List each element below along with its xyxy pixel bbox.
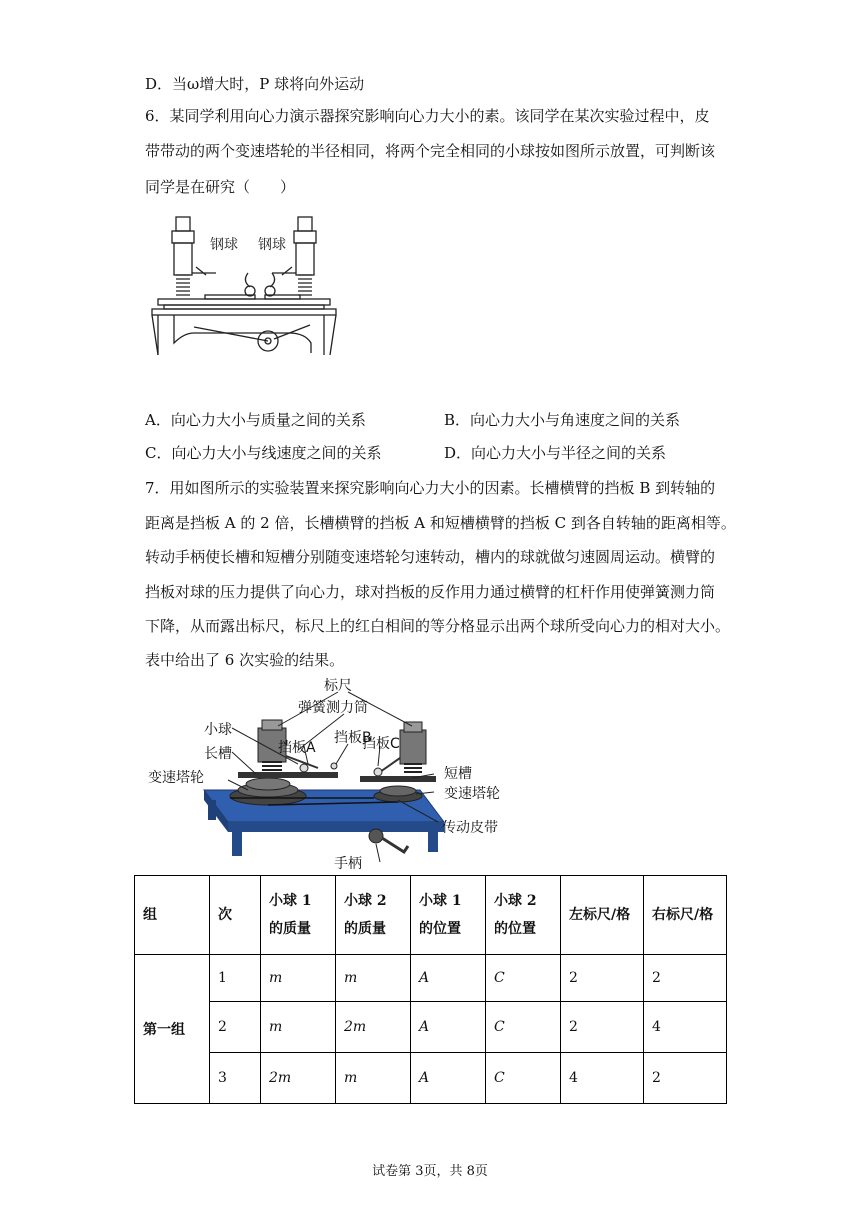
label-long-groove: 长槽 [204, 746, 232, 762]
table-cell: 1 [210, 955, 261, 1002]
label-short-groove: 短槽 [444, 766, 472, 782]
label-ruler: 标尺 [324, 678, 352, 694]
page-footer: 试卷第 3页，共 8页 [372, 1164, 488, 1179]
label-spring-cylinder: 弹簧测力筒 [298, 700, 368, 716]
table-cell: 4 [644, 1002, 727, 1053]
table-cell: 2 [561, 955, 644, 1002]
label-tower-right: 变速塔轮 [444, 786, 500, 802]
table-cell: 4 [561, 1053, 644, 1104]
label-tower-left: 变速塔轮 [148, 770, 204, 786]
label-belt: 传动皮带 [442, 820, 498, 836]
table-row [135, 955, 727, 1002]
header-cell: 组 [135, 876, 210, 955]
header-cell: 小球 1 的位置 [411, 876, 486, 955]
table-cell: 2 [561, 1002, 644, 1053]
label-plate-a: 挡板A [278, 740, 316, 756]
q6-option-a: A．向心力大小与质量之间的关系 [145, 411, 366, 429]
q6-option-d: D．向心力大小与半径之间的关系 [444, 444, 667, 462]
q6-label-right-ball: 钢球 [258, 237, 286, 253]
q7-stem-line-3: 转动手柄使长槽和短槽分别随变速塔轮匀速转动，槽内的球就做匀速圆周运动。横臂的 [145, 548, 716, 566]
table-cell: A [411, 1002, 486, 1053]
label-plate-c: 挡板C [362, 736, 400, 752]
table-cell: C [486, 1002, 561, 1053]
q7-stem-line-2: 距离是挡板 A 的 2 倍，长槽横臂的挡板 A 和短槽横臂的挡板 C 到各自转轴的距离相等。 [145, 514, 736, 532]
header-cell: 小球 1 的质量 [261, 876, 336, 955]
group-label: 第一组 [135, 955, 210, 1104]
q6-stem-line-2: 带带动的两个变速塔轮的半径相同，将两个完全相同的小球按如图所示放置，可判断该 [145, 142, 716, 160]
q7-apparatus-figure [148, 672, 538, 872]
header-cell: 左标尺/格 [561, 876, 644, 955]
header-cell: 右标尺/格 [644, 876, 727, 955]
q7-stem-line-1: 7．用如图所示的实验装置来探究影响向心力大小的因素。长槽横臂的挡板 B 到转轴的 [145, 479, 716, 497]
table-cell: 3 [210, 1053, 261, 1104]
q6-option-b: B．向心力大小与角速度之间的关系 [444, 411, 681, 429]
table-cell: 2 [644, 955, 727, 1002]
table-header-row [135, 876, 727, 955]
results-table [134, 875, 727, 1104]
q6-stem-line-1: 6．某同学利用向心力演示器探究影响向心力大小的素。该同学在某次实验过程中，皮 [145, 107, 710, 125]
table-cell: m [261, 955, 336, 1002]
table-cell: 2 [210, 1002, 261, 1053]
q7-stem-line-6: 表中给出了 6 次实验的结果。 [145, 651, 345, 669]
label-plate-b: 挡板B [334, 730, 372, 746]
table-cell: A [411, 1053, 486, 1104]
q6-stem-line-3: 同学是在研究（ ） [145, 178, 296, 196]
q6-label-left-ball: 钢球 [210, 237, 238, 253]
header-cell: 次 [210, 876, 261, 955]
table-cell: 2m [336, 1002, 411, 1053]
table-cell: 2m [261, 1053, 336, 1104]
table-row [135, 1053, 727, 1104]
q5-option-d: D．当ω增大时，P 球将向外运动 [145, 75, 365, 93]
table-row [135, 1002, 727, 1053]
table-cell: m [336, 955, 411, 1002]
table-cell: C [486, 955, 561, 1002]
q7-stem-line-4: 挡板对球的压力提供了向心力，球对挡板的反作用力通过横臂的杠杆作用使弹簧测力筒 [145, 583, 716, 601]
label-handle: 手柄 [334, 856, 362, 872]
table-cell: 2 [644, 1053, 727, 1104]
header-cell: 小球 2 的位置 [486, 876, 561, 955]
q6-option-c: C．向心力大小与线速度之间的关系 [145, 444, 382, 462]
table-cell: C [486, 1053, 561, 1104]
q6-figure [150, 215, 340, 365]
header-cell: 小球 2 的质量 [336, 876, 411, 955]
table-cell: m [336, 1053, 411, 1104]
label-small-ball: 小球 [204, 722, 232, 738]
table-cell: A [411, 955, 486, 1002]
table-cell: m [261, 1002, 336, 1053]
q7-stem-line-5: 下降，从而露出标尺，标尺上的红白相间的等分格显示出两个球所受向心力的相对大小。 [145, 617, 731, 635]
